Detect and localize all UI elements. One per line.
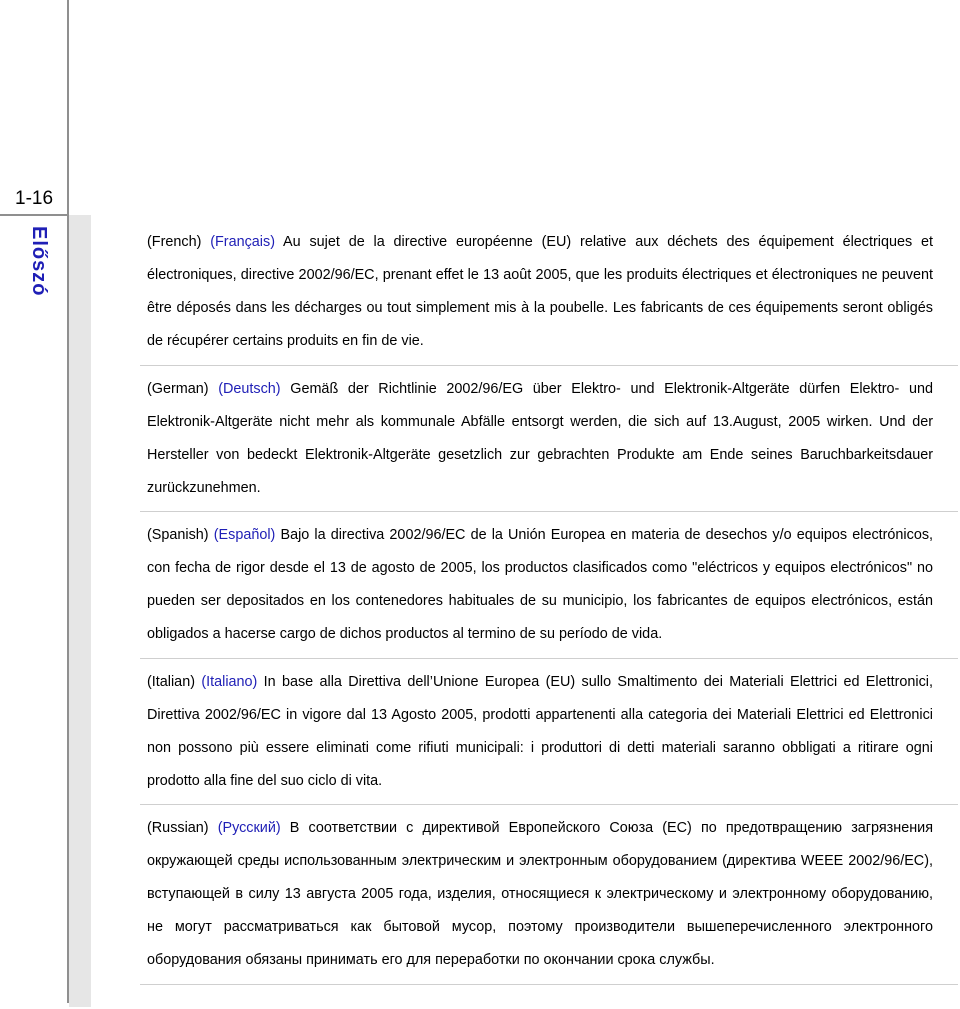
section-language: (Deutsch) — [218, 381, 281, 397]
section-prefix: (Russian) — [147, 820, 209, 836]
section-language: (Español) — [213, 527, 276, 543]
section-spanish — [147, 519, 933, 651]
chapter-title: Előszó — [28, 226, 50, 297]
section-language: (Italiano) — [201, 674, 258, 690]
section-german — [147, 373, 933, 505]
section-italian — [147, 666, 933, 798]
section-prefix: (Spanish) — [147, 527, 209, 543]
side-band — [69, 215, 91, 1007]
section-divider — [140, 804, 958, 805]
section-language: (Русский) — [217, 820, 281, 836]
section-divider — [140, 511, 958, 512]
section-text: В соответствии с директивой Европейского Союза (ЕС) по предотвращению загрязнения окружающей среды использованным электрическим и электронным оборудованием (директива WEEE 2002/96/EC), вступающей в силу 13 августа 2005 года, изделия, относящиеся к электрическому и электронному оборудованию, не могут рассматриваться как бытовой мусор, поэтому производители вышеперечисленного электронного оборудования обязаны принимать его для переработки по окончании срока службы. — [147, 820, 934, 968]
section-prefix: (French) — [147, 234, 202, 250]
section-text: Bajo la directiva 2002/96/EC de la Unión Europea en materia de desechos y/o equipos electrónicos, con fecha de rigor desde el 13 de agosto de 2005, los productos clasificados como "eléctricos y equipos electrónicos" no pueden ser depositados en los contenedores habituales de su municipio, los fabricantes de equipos electrónicos, están obligados a hacerse cargo de dichos productos al termino de su período de vida. — [147, 527, 934, 642]
section-french — [147, 226, 933, 358]
section-prefix: (German) — [147, 381, 209, 397]
section-divider — [140, 365, 958, 366]
section-text: In base alla Direttiva dell’Unione Europea (EU) sullo Smaltimento dei Materiali Elettrici ed Elettronici, Direttiva 2002/96/EC in vigore dal 13 Agosto 2005, prodotti appartenenti alla categoria dei Materiali Elettrici ed Elettronici non possono più essere eliminati come rifiuti municipali: i produttori di detti materiali saranno obbligati a ritirare ogni prodotto alla fine del suo ciclo di vita. — [147, 674, 933, 789]
section-prefix: (Italian) — [147, 674, 195, 690]
page-number-rule — [0, 214, 69, 216]
section-text: Gemäß der Richtlinie 2002/96/EG über Elektro- und Elektronik-Altgeräte dürfen Elektro- und Elektronik-Altgeräte nicht mehr als kommunale Abfälle entsorgt werden, die sich auf 13.August, 2005 wirken. Und der Hersteller von bedeckt Elektronik-Altgeräte gesetzlich zur gebrachten Produkte am Ende seines Baruchbarkeitsdauer zurückzunehmen. — [147, 381, 933, 496]
section-divider — [140, 984, 958, 985]
section-russian — [147, 812, 933, 977]
section-language: (Français) — [210, 234, 275, 250]
section-divider — [140, 658, 958, 659]
page-number: 1-16 — [15, 188, 54, 209]
section-text: Au sujet de la directive européenne (EU) relative aux déchets des équipement électriques et électroniques, directive 2002/96/EC, prenant effet le 13 août 2005, que les produits électriques et électroniques ne peuvent être déposés dans les décharges ou tout simplement mis à la poubelle. Les fabricants de ces équipements seront obligés de récupérer certains produits en fin de vie. — [147, 234, 934, 349]
